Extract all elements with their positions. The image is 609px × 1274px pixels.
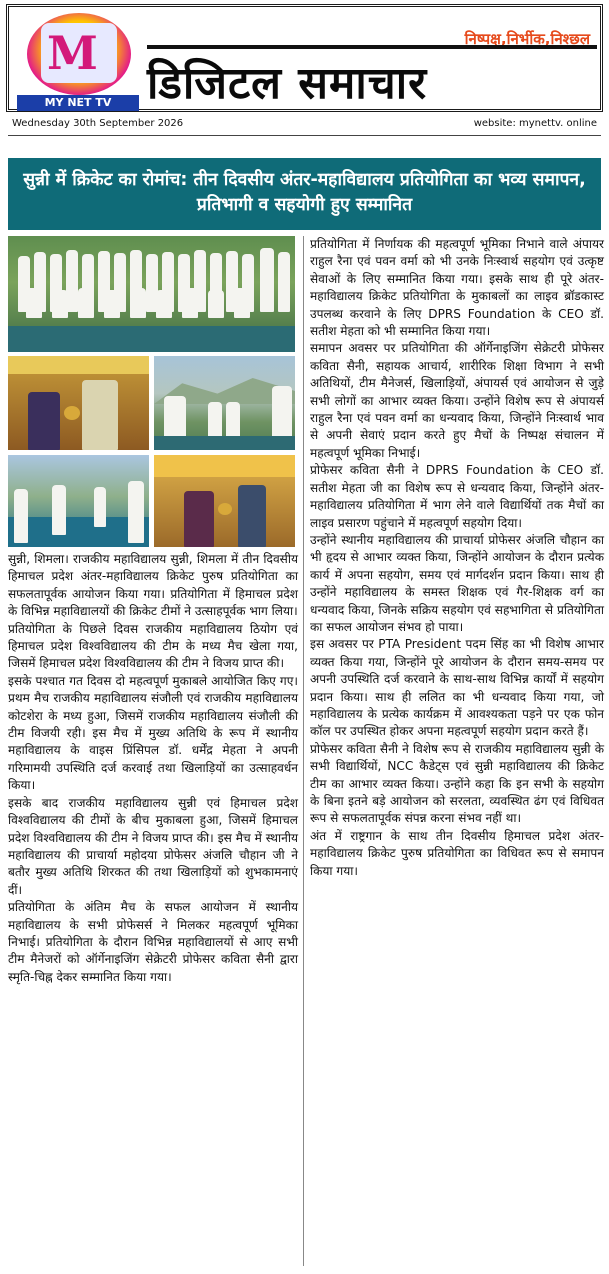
logo-letter: M [47, 26, 98, 80]
masthead [6, 4, 603, 112]
logo [17, 13, 139, 109]
article-paragraph: अंत में राष्ट्रगान के साथ तीन दिवसीय हिमाचल प्रदेश अंतर-महाविद्यालय क्रिकेट पुरुष प्रतियोगिता का विधिवत रूप से समापन किया गया। [310, 828, 604, 878]
award-photo-1 [8, 356, 149, 450]
article-paragraph: इसके बाद राजकीय महाविद्यालय सुन्नी एवं हिमाचल प्रदेश विश्वविद्यालय की टीमों के बीच मुकाबला हुआ, जिसमें हिमाचल प्रदेश विश्वविद्यालय की टीम ने विजय प्राप्त की। इस मैच में स्थानीय महाविद्यालय की प्राचार्या महोदया प्रोफेसर अंजलि चौहान जी ने बतौर मुख्य अतिथि शिरकत की तथा खिलाड़ियों को शुभकामनाएं दीं। [8, 795, 298, 897]
column-divider [303, 236, 304, 1266]
website-label: website: mynettv. online [473, 118, 597, 129]
article-paragraph: प्रोफेसर कविता सैनी ने DPRS Foundation के CEO डॉ. सतीश मेहता जी का विशेष रूप से धन्यवाद किया, जिन्होंने अंतर-महाविद्यालय प्रतियोगिता में भाग लेने वाले विद्यार्थियों तक मैचों का लाइव प्रसारण पहुंचाने में महत्वपूर्ण सहयोग दिया। [310, 463, 604, 530]
article-paragraph: सुन्नी, शिमला। राजकीय महाविद्यालय सुन्नी, शिमला में तीन दिवसीय हिमाचल प्रदेश अंतर-महाविद्यालय क्रिकेट पुरुष प्रतियोगिता का सफलतापूर्वक आयोजन किया गया। प्रतियोगिता में हिमाचल प्रदेश के विभिन्न महाविद्यालयों की क्रिकेट टीमों ने उत्साहपूर्वक भाग लिया। [8, 552, 298, 619]
article-left-column [8, 551, 298, 986]
team-group-photo [8, 236, 295, 352]
brand-title: डिजिटल समाचार [147, 45, 597, 111]
headline: सुन्नी में क्रिकेट का रोमांच: तीन दिवसीय अंतर-महाविद्यालय प्रतियोगिता का भव्य समापन, प्रतिभागी व सहयोगी हुए सम्मानित [8, 158, 601, 230]
article-paragraph: प्रोफेसर कविता सैनी ने विशेष रूप से राजकीय महाविद्यालय सुन्नी के सभी विद्यार्थियों, NCC कैडेट्स एवं सुन्नी महाविद्यालय की क्रिकेट टीम का आभार व्यक्त किया। उन्होंने कहा कि इन सभी के सहयोग के बिना इतने बड़े आयोजन को सरलता, व्यवस्थित ढंग एवं विधिवत रूप से सफलतापूर्वक संपन्न करना संभव नहीं था। [310, 741, 604, 826]
article-paragraph: प्रतियोगिता के अंतिम मैच के सफल आयोजन में स्थानीय महाविद्यालय के सभी प्रोफेसर्स ने मिलकर महत्वपूर्ण भूमिका निभाई। प्रतियोगिता के दौरान विभिन्न महाविद्यालयों से आए सभी टीम मैनेजरों को ऑर्गेनाइजिंग सेक्रेटरी प्रोफेसर कविता सैनी द्वारा स्मृति-चिह्न देकर सम्मानित किया गया। [8, 900, 298, 984]
award-photo-3 [154, 455, 295, 547]
article-right-column [310, 236, 604, 880]
article-paragraph: उन्होंने स्थानीय महाविद्यालय की प्राचार्या प्रोफेसर अंजलि चौहान का भी हृदय से आभार व्यक्त किया, जिन्होंने आयोजन के दौरान प्रत्येक कार्य में अपना सहयोग, समय एवं मार्गदर्शन प्रदान किया। साथ ही उन्होंने महाविद्यालय के समस्त शिक्षक एवं गैर-शिक्षक वर्ग का धन्यवाद किया, जिनके सक्रिय सहयोग एवं सहभागिता से प्रतियोगिता का सफल आयोजन संभव हो पाया। [310, 532, 604, 634]
issue-date: Wednesday 30th September 2026 [12, 118, 184, 129]
article-paragraph: समापन अवसर पर प्रतियोगिता की ऑर्गेनाइजिंग सेक्रेटरी प्रोफेसर कविता सैनी, सहायक आचार्य, शारीरिक शिक्षा विभाग ने सभी अतिथियों, टीम मैनेजर्स, खिलाड़ियों, अंपायर्स एवं आयोजन से जुड़े सभी लोगों का आभार व्यक्त किया। उन्होंने विशेष रूप से अंपायर्स राहुल रैना एवं पवन वर्मा का धन्यवाद किया, जिन्होंने निःस्वार्थ भाव से अपनी सेवाएं प्रदान करते हुए मैचों के निष्पक्ष संचालन में महत्वपूर्ण भूमिका निभाई। [310, 341, 604, 460]
article-paragraph: इसके पश्चात गत दिवस दो महत्वपूर्ण मुकाबले आयोजित किए गए। प्रथम मैच राजकीय महाविद्यालय संजौली एवं राजकीय महाविद्यालय कोटशेरा के मध्य हुआ, जिसमें राजकीय महाविद्यालय संजौली की टीम विजयी रही। इस मैच में मुख्य अतिथि के रूप में स्थानीय महाविद्यालय के वाइस प्रिंसिपल डॉ. धर्मेंद्र मेहता ने अपनी गरिमामयी उपस्थिति दर्ज करवाई तथा खिलाड़ियों का उत्साहवर्धन किया। [8, 673, 298, 793]
article-paragraph: इस अवसर पर PTA President पदम सिंह का भी विशेष आभार व्यक्त किया गया, जिन्होंने पूरे आयोजन के दौरान समय-समय पर अपनी उपस्थिति दर्ज करवाने के साथ-साथ विभिन्न कार्यों में सहयोग प्रदान किया। साथ ही ललित का भी धन्यवाद किया गया, जो महाविद्यालय के प्रत्येक कार्यक्रम में आवश्यकता पड़ने पर एक फोन कॉल पर उपस्थित होकर अपना महत्वपूर्ण सहयोग प्रदान करते हैं। [310, 637, 604, 739]
article-paragraph: प्रतियोगिता में निर्णायक की महत्वपूर्ण भूमिका निभाने वाले अंपायर राहुल रैना एवं पवन वर्मा को भी उनके निःस्वार्थ सहयोग एवं उत्कृष्ट सेवाओं के लिए सम्मानित किया गया। इसके साथ ही पूरे अंतर-महाविद्यालय क्रिकेट प्रतियोगिता के मुकाबलों का लाइव ब्रॉडकास्ट उपलब्ध करवाने के लिए DPRS Foundation के CEO डॉ. सतीश मेहता को भी सम्मानित किया गया। [310, 237, 604, 339]
dateline [8, 118, 601, 136]
article-paragraph: प्रतियोगिता के पिछले दिवस राजकीय महाविद्यालय ठियोग एवं हिमाचल प्रदेश विश्वविद्यालय की टीम के मध्य मैच खेला गया, जिसमें हिमाचल प्रदेश विश्वविद्यालय की टीम ने विजय प्राप्त की। [8, 621, 298, 671]
match-photo [8, 455, 149, 547]
tagline: निष्पक्ष,निर्भीक,निश्छल [464, 30, 590, 48]
logo-text: MY NET TV [17, 95, 139, 111]
award-photo-2 [154, 356, 295, 450]
